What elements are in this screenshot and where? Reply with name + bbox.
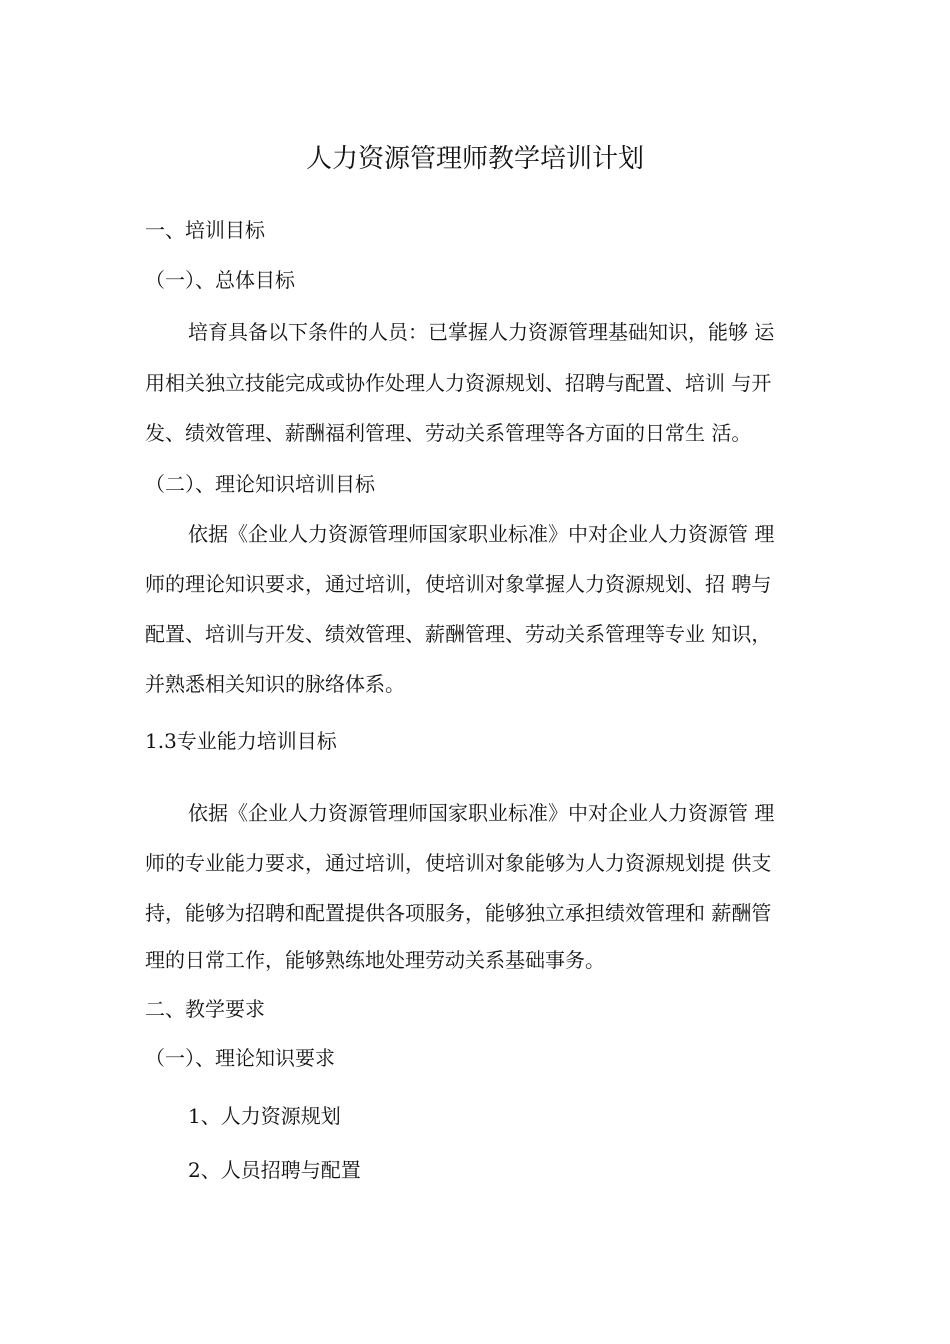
paragraph-line: 发、绩效管理、薪酬福利管理、劳动关系管理等各方面的日常生 活。 [145,421,752,445]
section-heading-teaching-requirements: 二、教学要求 [145,997,265,1021]
subsection-heading-overall-goal: （一）、总体目标 [145,268,295,292]
paragraph-line: 理的日常工作，能够熟练地处理劳动关系基础事务。 [145,948,605,972]
list-item: 2、人员招聘与配置 [188,1158,361,1182]
paragraph-line: 并熟悉相关知识的脉络体系。 [145,672,405,696]
subsection-heading-theory-goal: （二）、理论知识培训目标 [145,472,375,496]
paragraph-line: 师的理论知识要求，通过培训，使培训对象掌握人力资源规划、招 聘与 [145,572,772,596]
list-item: 1、人力资源规划 [188,1104,341,1128]
paragraph-line: 用相关独立技能完成或协作处理人力资源规划、招聘与配置、培训 与开 [145,371,772,395]
paragraph-line: 持，能够为招聘和配置提供各项服务，能够独立承担绩效管理和 薪酬管 [145,901,772,925]
paragraph-line: 培育具备以下条件的人员：已掌握人力资源管理基础知识，能够 运 [188,320,775,344]
paragraph-line: 依据《企业人力资源管理师国家职业标准》中对企业人力资源管 理 [188,801,775,825]
paragraph-line: 师的专业能力要求，通过培训，使培训对象能够为人力资源规划提 供支 [145,851,772,875]
document-title: 人力资源管理师教学培训计划 [305,144,644,174]
subsection-heading-skill-goal: 1.3专业能力培训目标 [145,729,337,753]
subsection-heading-theory-requirements: （一）、理论知识要求 [145,1046,335,1070]
paragraph-line: 依据《企业人力资源管理师国家职业标准》中对企业人力资源管 理 [188,522,775,546]
paragraph-line: 配置、培训与开发、绩效管理、薪酬管理、劳动关系管理等专业 知识， [145,622,772,646]
section-heading-training-goals: 一、培训目标 [145,218,265,242]
